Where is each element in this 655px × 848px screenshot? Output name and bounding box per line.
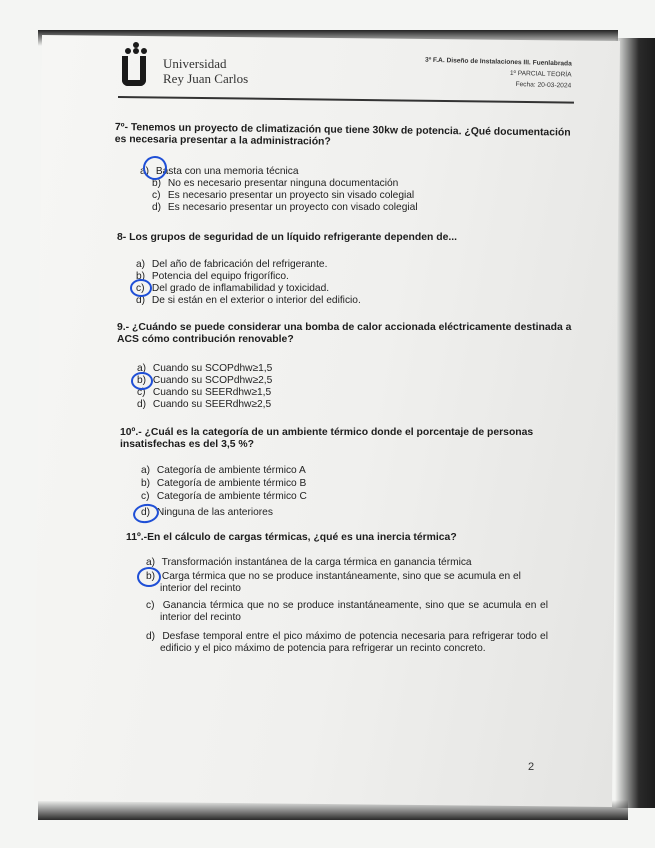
q8-option-d-text: De si están en el exterior o interior del edificio. xyxy=(151,295,361,306)
q10-option-b-letter: b) xyxy=(141,478,151,489)
q7-option-d xyxy=(152,202,418,214)
q10-option-b-text: Categoría de ambiente térmico B xyxy=(156,478,307,489)
q11-option-c xyxy=(146,600,548,623)
q7-option-a-text: Basta con una memoria técnica xyxy=(155,166,299,177)
page-number: 2 xyxy=(528,761,535,773)
q10-option-c xyxy=(141,491,307,503)
q9-option-a-letter: a) xyxy=(137,363,147,374)
q8-option-a xyxy=(136,259,327,271)
q9-option-c xyxy=(137,387,271,399)
q10-option-d-letter: d) xyxy=(141,507,151,518)
q9-option-c-text: Cuando su SEERdhw≥1,5 xyxy=(152,387,272,398)
q9-option-d-text: Cuando su SEERdhw≥2,5 xyxy=(152,399,272,410)
q9-option-b-text: Cuando su SCOPdhw≥2,5 xyxy=(152,375,273,386)
question-8: 8- Los grupos de seguridad de un líquido refrigerante dependen de... xyxy=(117,232,458,243)
question-10: 10º.- ¿Cuál es la categoría de un ambiente térmico donde el porcentaje de personas insatisfechas es del 3,5 %? xyxy=(120,427,534,450)
q7-option-b-text: No es necesario presentar ninguna documentación xyxy=(167,178,399,189)
q9-option-c-letter: c) xyxy=(137,387,146,398)
q7-option-b xyxy=(152,178,398,190)
q10-option-a xyxy=(141,465,306,477)
q10-option-a-letter: a) xyxy=(141,465,151,476)
q7-option-d-letter: d) xyxy=(152,202,162,213)
q7-option-c xyxy=(152,190,414,202)
q8-option-c-letter: c) xyxy=(136,283,145,294)
university-logo-icon xyxy=(120,42,150,90)
exam-title: 1º PARCIAL TEORÍA xyxy=(509,69,572,79)
q11-option-c-letter: c) xyxy=(146,600,155,611)
photo-edge-right xyxy=(615,38,655,808)
q11-option-c-text: Ganancia térmica que no se produce instantáneamente, sino que se acumula en el interior del recinto xyxy=(160,600,548,623)
q9-option-b xyxy=(137,375,272,387)
q7-option-a-letter: a) xyxy=(140,166,150,177)
q7-option-d-text: Es necesario presentar un proyecto con visado colegial xyxy=(167,202,418,213)
q9-option-d-letter: d) xyxy=(137,399,147,410)
q11-option-a-letter: a) xyxy=(146,557,156,568)
q11-option-d-text: Desfase temporal entre el pico máximo de potencia necesaria para refrigerar todo el edificio y el pico máximo de potencia para refrigerar un recinto concreto. xyxy=(160,631,548,654)
q9-option-b-letter: b) xyxy=(137,375,147,386)
q8-option-d xyxy=(136,295,361,307)
q9-option-a-text: Cuando su SCOPdhw≥1,5 xyxy=(152,363,273,374)
q8-option-b-text: Potencia del equipo frigorífico. xyxy=(151,271,289,282)
q7-option-c-text: Es necesario presentar un proyecto sin visado colegial xyxy=(167,190,415,201)
q9-option-d xyxy=(137,399,271,411)
question-7: 7º- Tenemos un proyecto de climatización que tiene 30kw de potencia. ¿Qué documentación es necesaria presentar a la administración? xyxy=(114,122,571,148)
q8-option-c-text: Del grado de inflamabilidad y toxicidad. xyxy=(151,283,330,294)
q7-option-b-letter: b) xyxy=(152,178,162,189)
q11-option-b-letter: b) xyxy=(146,571,156,582)
q7-option-c-letter: c) xyxy=(152,190,161,201)
university-line-1: Universidad xyxy=(163,56,227,71)
q11-option-b-text: Carga térmica que no se produce instantáneamente, sino que se acumula en el interior del recinto xyxy=(160,571,521,594)
q8-answer-mark xyxy=(130,279,152,297)
q10-option-c-letter: c) xyxy=(141,491,150,502)
question-9: 9.- ¿Cuándo se puede considerar una bomba de calor accionada eléctricamente destinada a ACS cómo contribución renovable? xyxy=(117,322,572,345)
q11-option-b xyxy=(146,571,548,594)
question-11: 11º.-En el cálculo de cargas térmicas, ¿qué es una inercia térmica? xyxy=(126,532,457,543)
q10-option-b xyxy=(141,478,306,490)
university-line-2: Rey Juan Carlos xyxy=(163,71,249,86)
q8-option-b xyxy=(136,271,289,283)
q10-option-d-text: Ninguna de las anteriores xyxy=(156,507,273,518)
q10-option-d xyxy=(141,507,273,519)
q8-option-d-letter: d) xyxy=(136,295,146,306)
university-name xyxy=(163,56,248,86)
exam-date: Fecha: 20-03-2024 xyxy=(515,81,572,90)
q11-answer-mark xyxy=(137,567,161,587)
q8-option-a-text: Del año de fabricación del refrigerante. xyxy=(151,259,328,270)
q11-option-a-text: Transformación instantánea de la carga térmica en ganancia térmica xyxy=(161,557,472,568)
q9-answer-mark xyxy=(131,372,153,390)
q11-option-d-letter: d) xyxy=(146,631,156,642)
exam-info xyxy=(399,54,572,91)
q8-option-a-letter: a) xyxy=(136,259,146,270)
q8-option-c xyxy=(136,283,329,295)
course-name: 3º F.A. Diseño de Instalaciones III. Fuenlabrada xyxy=(424,56,572,68)
q10-option-c-text: Categoría de ambiente térmico C xyxy=(156,491,307,502)
q9-option-a xyxy=(137,363,272,375)
q10-option-a-text: Categoría de ambiente térmico A xyxy=(156,465,306,476)
q11-option-d xyxy=(146,631,548,654)
q8-option-b-letter: b) xyxy=(136,271,146,282)
q11-option-a xyxy=(146,557,472,569)
